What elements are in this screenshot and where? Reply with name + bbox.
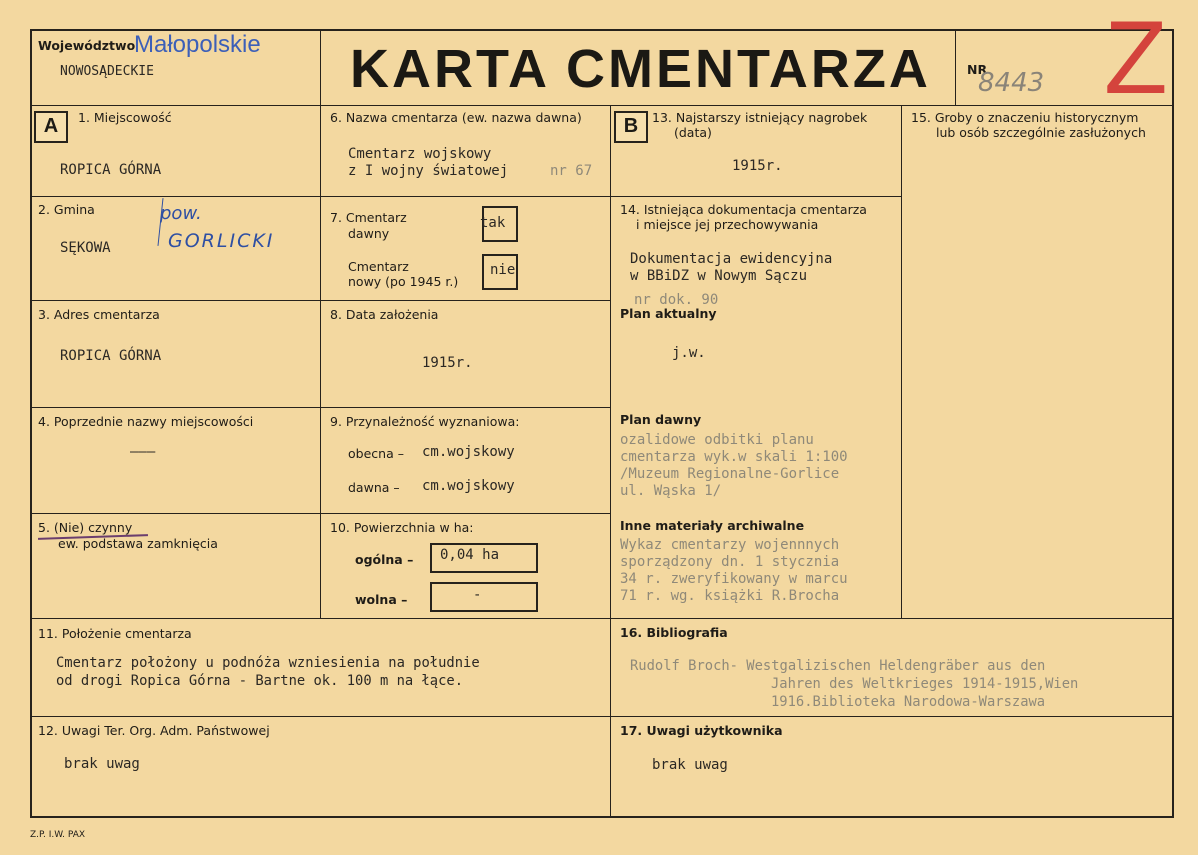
section-b-badge: B (614, 111, 648, 143)
row-divider-1b (610, 196, 902, 197)
s14-plan-dawny-label: Plan dawny (620, 412, 702, 427)
s14-plan-dawny-line-1: ozalidowe odbitki planu (620, 432, 814, 448)
s6-line2: z I wojny światowej (348, 163, 509, 179)
s2-hand-pow: pow. (160, 203, 202, 224)
s14-label2: i miejsce jej przechowywania (636, 217, 819, 232)
s13-label2: (data) (674, 125, 712, 140)
s9-obecna-label: obecna – (348, 446, 404, 461)
col-divider-3 (901, 105, 902, 618)
nr-label: NR (967, 62, 988, 77)
s14-inne-line-3: 34 r. zweryfikowany w marcu (620, 571, 848, 587)
s13-value: 1915r. (732, 158, 783, 174)
s2-label: 2. Gmina (38, 202, 95, 217)
s14-plan-aktualny-value: j.w. (672, 345, 706, 361)
row-divider-bottom (30, 716, 1174, 717)
s1-label: 1. Miejscowość (78, 110, 172, 125)
s11-line2: od drogi Ropica Górna - Bartne ok. 100 m na łące. (56, 673, 464, 689)
s1-value: ROPICA GÓRNA (60, 162, 162, 178)
s14-inne-line-2: sporządzony dn. 1 stycznia (620, 554, 840, 570)
s10-ogolna-value: 0,04 ha (440, 547, 500, 563)
s14-line3: nr dok. 90 (634, 292, 719, 308)
s10-wolna-label: wolna – (355, 592, 408, 607)
s7-label1: 7. Cmentarz (330, 210, 407, 225)
s17-label: 17. Uwagi użytkownika (620, 723, 783, 738)
col-divider-2 (610, 105, 611, 817)
printer-mark: Z.P. I.W. PAX (30, 830, 86, 840)
s17-value: brak uwag (652, 757, 728, 773)
s7-box1-text: tak (480, 215, 506, 231)
s16-line-2: Jahren des Weltkrieges 1914-1915,Wien (771, 676, 1079, 692)
s10-wolna-value: - (473, 587, 482, 603)
s12-label: 12. Uwagi Ter. Org. Adm. Państwowej (38, 723, 270, 738)
row-divider-main (30, 618, 1174, 619)
header-col-1 (320, 29, 321, 105)
s15-label1: 15. Groby o znaczeniu historycznym (911, 110, 1139, 125)
s15-label2: lub osób szczególnie zasłużonych (936, 125, 1146, 140)
s3-label: 3. Adres cmentarza (38, 307, 160, 322)
s6-label: 6. Nazwa cmentarza (ew. nazwa dawna) (330, 110, 582, 125)
section-a-badge: A (34, 111, 68, 143)
s9-label: 9. Przynależność wyznaniowa: (330, 414, 520, 429)
s11-label: 11. Położenie cmentarza (38, 626, 192, 641)
s2-hand-gorlicki: GORLICKI (168, 230, 275, 252)
wojewodztwo-typed: NOWOSĄDECKIE (60, 64, 154, 79)
s5-sublabel: ew. podstawa zamknięcia (58, 536, 218, 551)
s16-line-3: 1916.Biblioteka Narodowa-Warszawa (771, 694, 1046, 710)
s14-plan-aktualny-label: Plan aktualny (620, 306, 717, 321)
s11-line1: Cmentarz położony u podnóża wzniesienia na południe (56, 655, 480, 671)
s16-line-1: Rudolf Broch- Westgalizischen Heldengräber aus den (630, 658, 1046, 674)
s14-inne-label: Inne materiały archiwalne (620, 518, 805, 533)
s10-wolna-field (430, 582, 538, 612)
s9-dawna-label: dawna – (348, 480, 400, 495)
wojewodztwo-label: Województwo (38, 38, 136, 53)
s7-label4: nowy (po 1945 r.) (348, 274, 459, 289)
s16-label: 16. Bibliografia (620, 625, 728, 640)
s5-label: 5. (Nie) czynny (38, 520, 133, 535)
s14-line2: w BBiDZ w Nowym Sączu (630, 268, 808, 284)
s14-inne-line-4: 71 r. wg. książki R.Brocha (620, 588, 840, 604)
s7-box2-text: nie (490, 262, 516, 278)
s14-plan-dawny-line-2: cmentarza wyk.w skali 1:100 (620, 449, 848, 465)
s14-plan-dawny-line-4: ul. Wąska 1/ (620, 483, 722, 499)
s14-inne-line-1: Wykaz cmentarzy wojennnych (620, 537, 840, 553)
s10-ogolna-label: ogólna – (355, 552, 414, 567)
s8-label: 8. Data założenia (330, 307, 439, 322)
s8-value: 1915r. (422, 355, 473, 371)
s3-value: ROPICA GÓRNA (60, 348, 162, 364)
s13-label1: 13. Najstarszy istniejący nagrobek (652, 110, 868, 125)
s4-label: 4. Poprzednie nazwy miejscowości (38, 414, 254, 429)
s9-obecna-value: cm.wojskowy (422, 444, 515, 460)
z-mark: Z (1104, 0, 1168, 116)
s2-value: SĘKOWA (60, 240, 111, 256)
s9-dawna-value: cm.wojskowy (422, 478, 515, 494)
s6-extra: nr 67 (550, 163, 593, 179)
s7-label3: Cmentarz (348, 259, 409, 274)
s12-value: brak uwag (64, 756, 140, 772)
s7-label2: dawny (348, 226, 390, 241)
s14-label1: 14. Istniejąca dokumentacja cmentarza (620, 202, 867, 217)
s6-line1: Cmentarz wojskowy (348, 146, 492, 162)
col-divider-1 (320, 105, 321, 618)
header-col-2 (955, 29, 956, 105)
card-title: KARTA CMENTARZA (350, 39, 931, 99)
header-divider (30, 105, 1174, 106)
s10-label: 10. Powierzchnia w ha: (330, 520, 474, 535)
nr-value: 8443 (978, 68, 1045, 98)
s14-line1: Dokumentacja ewidencyjna (630, 251, 833, 267)
s14-plan-dawny-line-3: /Muzeum Regionalne-Gorlice (620, 466, 840, 482)
s4-value: ——— (130, 444, 156, 460)
wojewodztwo-stamp: Małopolskie (134, 31, 261, 58)
